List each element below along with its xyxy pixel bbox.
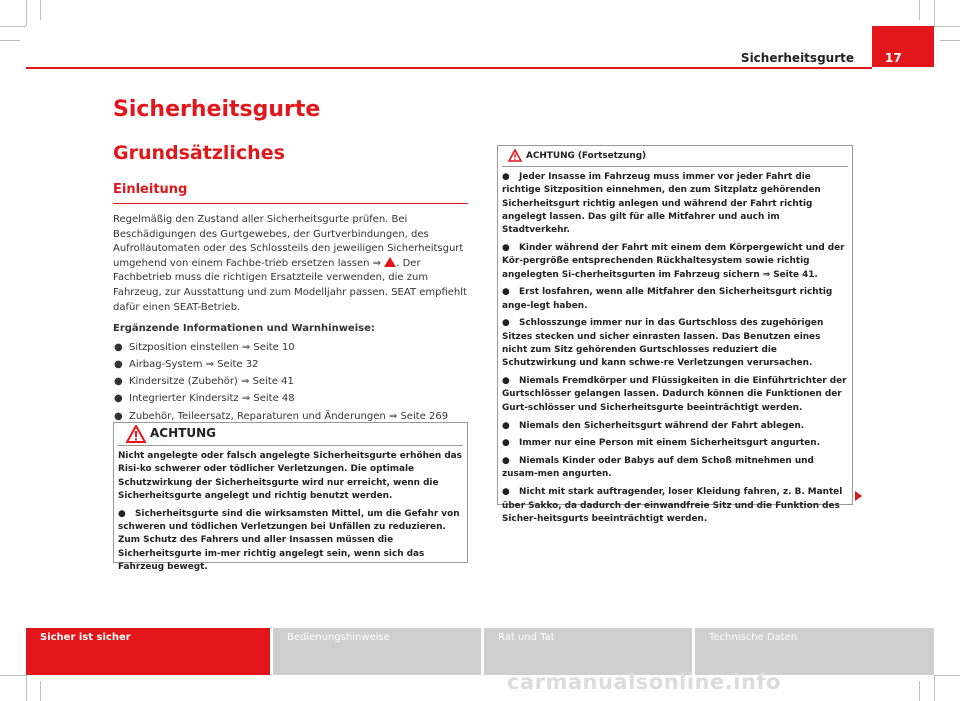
crop-mark [40,0,41,20]
warning-box-header [118,423,463,446]
running-header-title: Sicherheitsgurte [740,51,854,65]
footer-tab-technische-daten[interactable]: Technische Daten [695,628,934,675]
warning-bullet: ● Niemals Fremdkörper und Flüssigkeiten in die Einführtrichter der Gurtschlösser gelangen lassen. Dadurch können die Funktionen der Gurt-schlösser und Sicherheitsgurte beeinträchtigt werden. [502,376,847,413]
list-item: ● Zubehör, Teileersatz, Reparaturen und Änderungen ⇒ Seite 269 [113,410,469,425]
footer-tab-sicher-ist-sicher[interactable]: Sicher ist sicher [26,628,270,675]
bullet-icon: ● [118,508,126,519]
bullet-icon: ● [114,376,123,388]
warning-title: ACHTUNG [150,426,216,440]
crop-mark [919,681,920,701]
intro-paragraph [113,213,469,315]
crop-mark [0,40,20,41]
list-item: ● Airbag-System ⇒ Seite 32 [113,358,469,373]
warning-content [498,167,852,526]
warning-triangle-icon [384,257,396,267]
warning-bullet: ● Niemals Kinder oder Babys auf dem Schoß mitnehmen und zusam-men angurten. [502,456,814,480]
footer-tab-bedienungshinweise[interactable]: Bedienungshinweise [273,628,481,675]
subsection-title: Einleitung [113,182,188,197]
crop-mark [0,26,26,27]
warning-bullet: ● Kinder während der Fahrt mit einem dem Körpergewicht und der Kör-pergröße entsprechenden Rückhaltesystem sowie richtig angelegten Si-cherheitsgurten im Fahrzeug sichern ⇒ Seite 41. [502,242,845,280]
crop-mark [26,0,27,26]
bullet-icon: ● [114,410,123,422]
info-list [113,341,469,424]
warning-paragraph: Nicht angelegte oder falsch angelegte Sicherheitsgurte erhöhen das Risi-ko schwerer oder tödlicher Verletzungen. Die optimale Schutzwirkung der Sicherheitsgurte wird nur erreicht, wenn die Sicherheitsgurte angelegt und richtig benutzt werden. [118,451,462,501]
warning-triangle-icon [126,425,146,443]
crop-mark [934,0,935,26]
warning-bullet: ● Sicherheitsgurte sind die wirksamsten Mittel, um die Gefahr von schweren und tödlichen Verletzungen bei Unfällen zu reduzieren. Zum Schutz des Fahrers und aller Insassen müssen die Sicherheitsgurte im-mer richtig angelegt sein, wenn sich das Fahrzeug bewegt. [118,508,460,572]
crop-mark [934,675,935,701]
footer-tab-rat-und-tat[interactable]: Rat und Tat [484,628,692,675]
watermark: carmanualsonline.info [507,670,781,694]
warning-content [114,446,467,574]
crop-mark [26,675,27,701]
warning-bullet: ● Jeder Insasse im Fahrzeug muss immer vor jeder Fahrt die richtige Sitzposition einnehmen, den zum Sitzplatz gehörenden Sicherheitsgurt richtig anlegen und während der Fahrt richtig angelegt lassen. Das gilt für alle Mitfahrer und auch im Stadtverkehr. [502,172,821,236]
crop-mark [40,681,41,701]
list-item: ● Integrierter Kindersitz ⇒ Seite 48 [113,392,469,407]
chapter-title: Sicherheitsgurte [113,97,321,122]
intro-part-1: Regelmäßig den Zustand aller Sicherheitsgurte prüfen. Bei Beschädigungen des Gurtgewebes, der Gurtverbindungen, des Aufrollautomaten oder des Schlossteils den jeweiligen Sicherheitsgurt umgehend von einem Fachbe-trieb ersetzen lassen ⇒ [113,214,464,269]
subsection-rule [113,203,468,204]
bullet-icon: ● [114,393,123,405]
intro-part-2: . Der Fachbetrieb muss die richtigen Ersatzteile verwenden, die zum Fahrzeug, zur Ausstattung und zum Modelljahr passen. SEAT empfiehlt dafür einen SEAT-Betrieb. [113,257,467,313]
warning-bullet: ● Schlosszunge immer nur in das Gurtschloss des zugehörigen Sitzes stecken und sicher einrasten lassen. Das Benutzen eines nicht zum Sitz gehörenden Gurtschlosses reduziert die Schutzwirkung und kann schwe-re Verletzungen verursachen. [502,318,824,369]
warning-box [113,422,468,572]
warning-bullet: ● Niemals den Sicherheitsgurt während der Fahrt ablegen. [502,420,805,431]
header-rule [26,67,872,69]
info-heading: Ergänzende Informationen und Warnhinweise: [113,323,375,335]
warning-box-continued [497,145,853,524]
section-title: Grundsätzliches [113,142,285,164]
crop-mark [0,675,26,676]
warning-bullet: ● Nicht mit stark auftragender, loser Kleidung fahren, z. B. Mantel über Sakko, da dadurch der einwandfreie Sitz und die Funktion des Sicher-heitsgurts beeinträchtigt werden. [502,487,843,524]
warning-triangle-icon [508,149,522,162]
intro-text-block [113,213,469,427]
list-item: ● Sitzposition einstellen ⇒ Seite 10 [113,341,469,356]
crop-mark [934,675,960,676]
page-number-tab: 17 [872,26,934,67]
bullet-icon: ● [114,358,123,370]
list-item: ● Kindersitze (Zubehör) ⇒ Seite 41 [113,375,469,390]
warning-title: ACHTUNG (Fortsetzung) [526,151,647,161]
warning-bullet: ● Immer nur eine Person mit einem Sicherheitsgurt angurten. [502,438,820,449]
bullet-icon: ● [114,341,123,353]
warning-bullet: ● Erst losfahren, wenn alle Mitfahrer den Sicherheitsgurt richtig ange-legt haben. [502,287,833,311]
warning-box-header [502,146,848,167]
crop-mark [940,40,960,41]
crop-mark [934,26,960,27]
continue-arrow-icon [855,491,862,501]
crop-mark [919,0,920,20]
